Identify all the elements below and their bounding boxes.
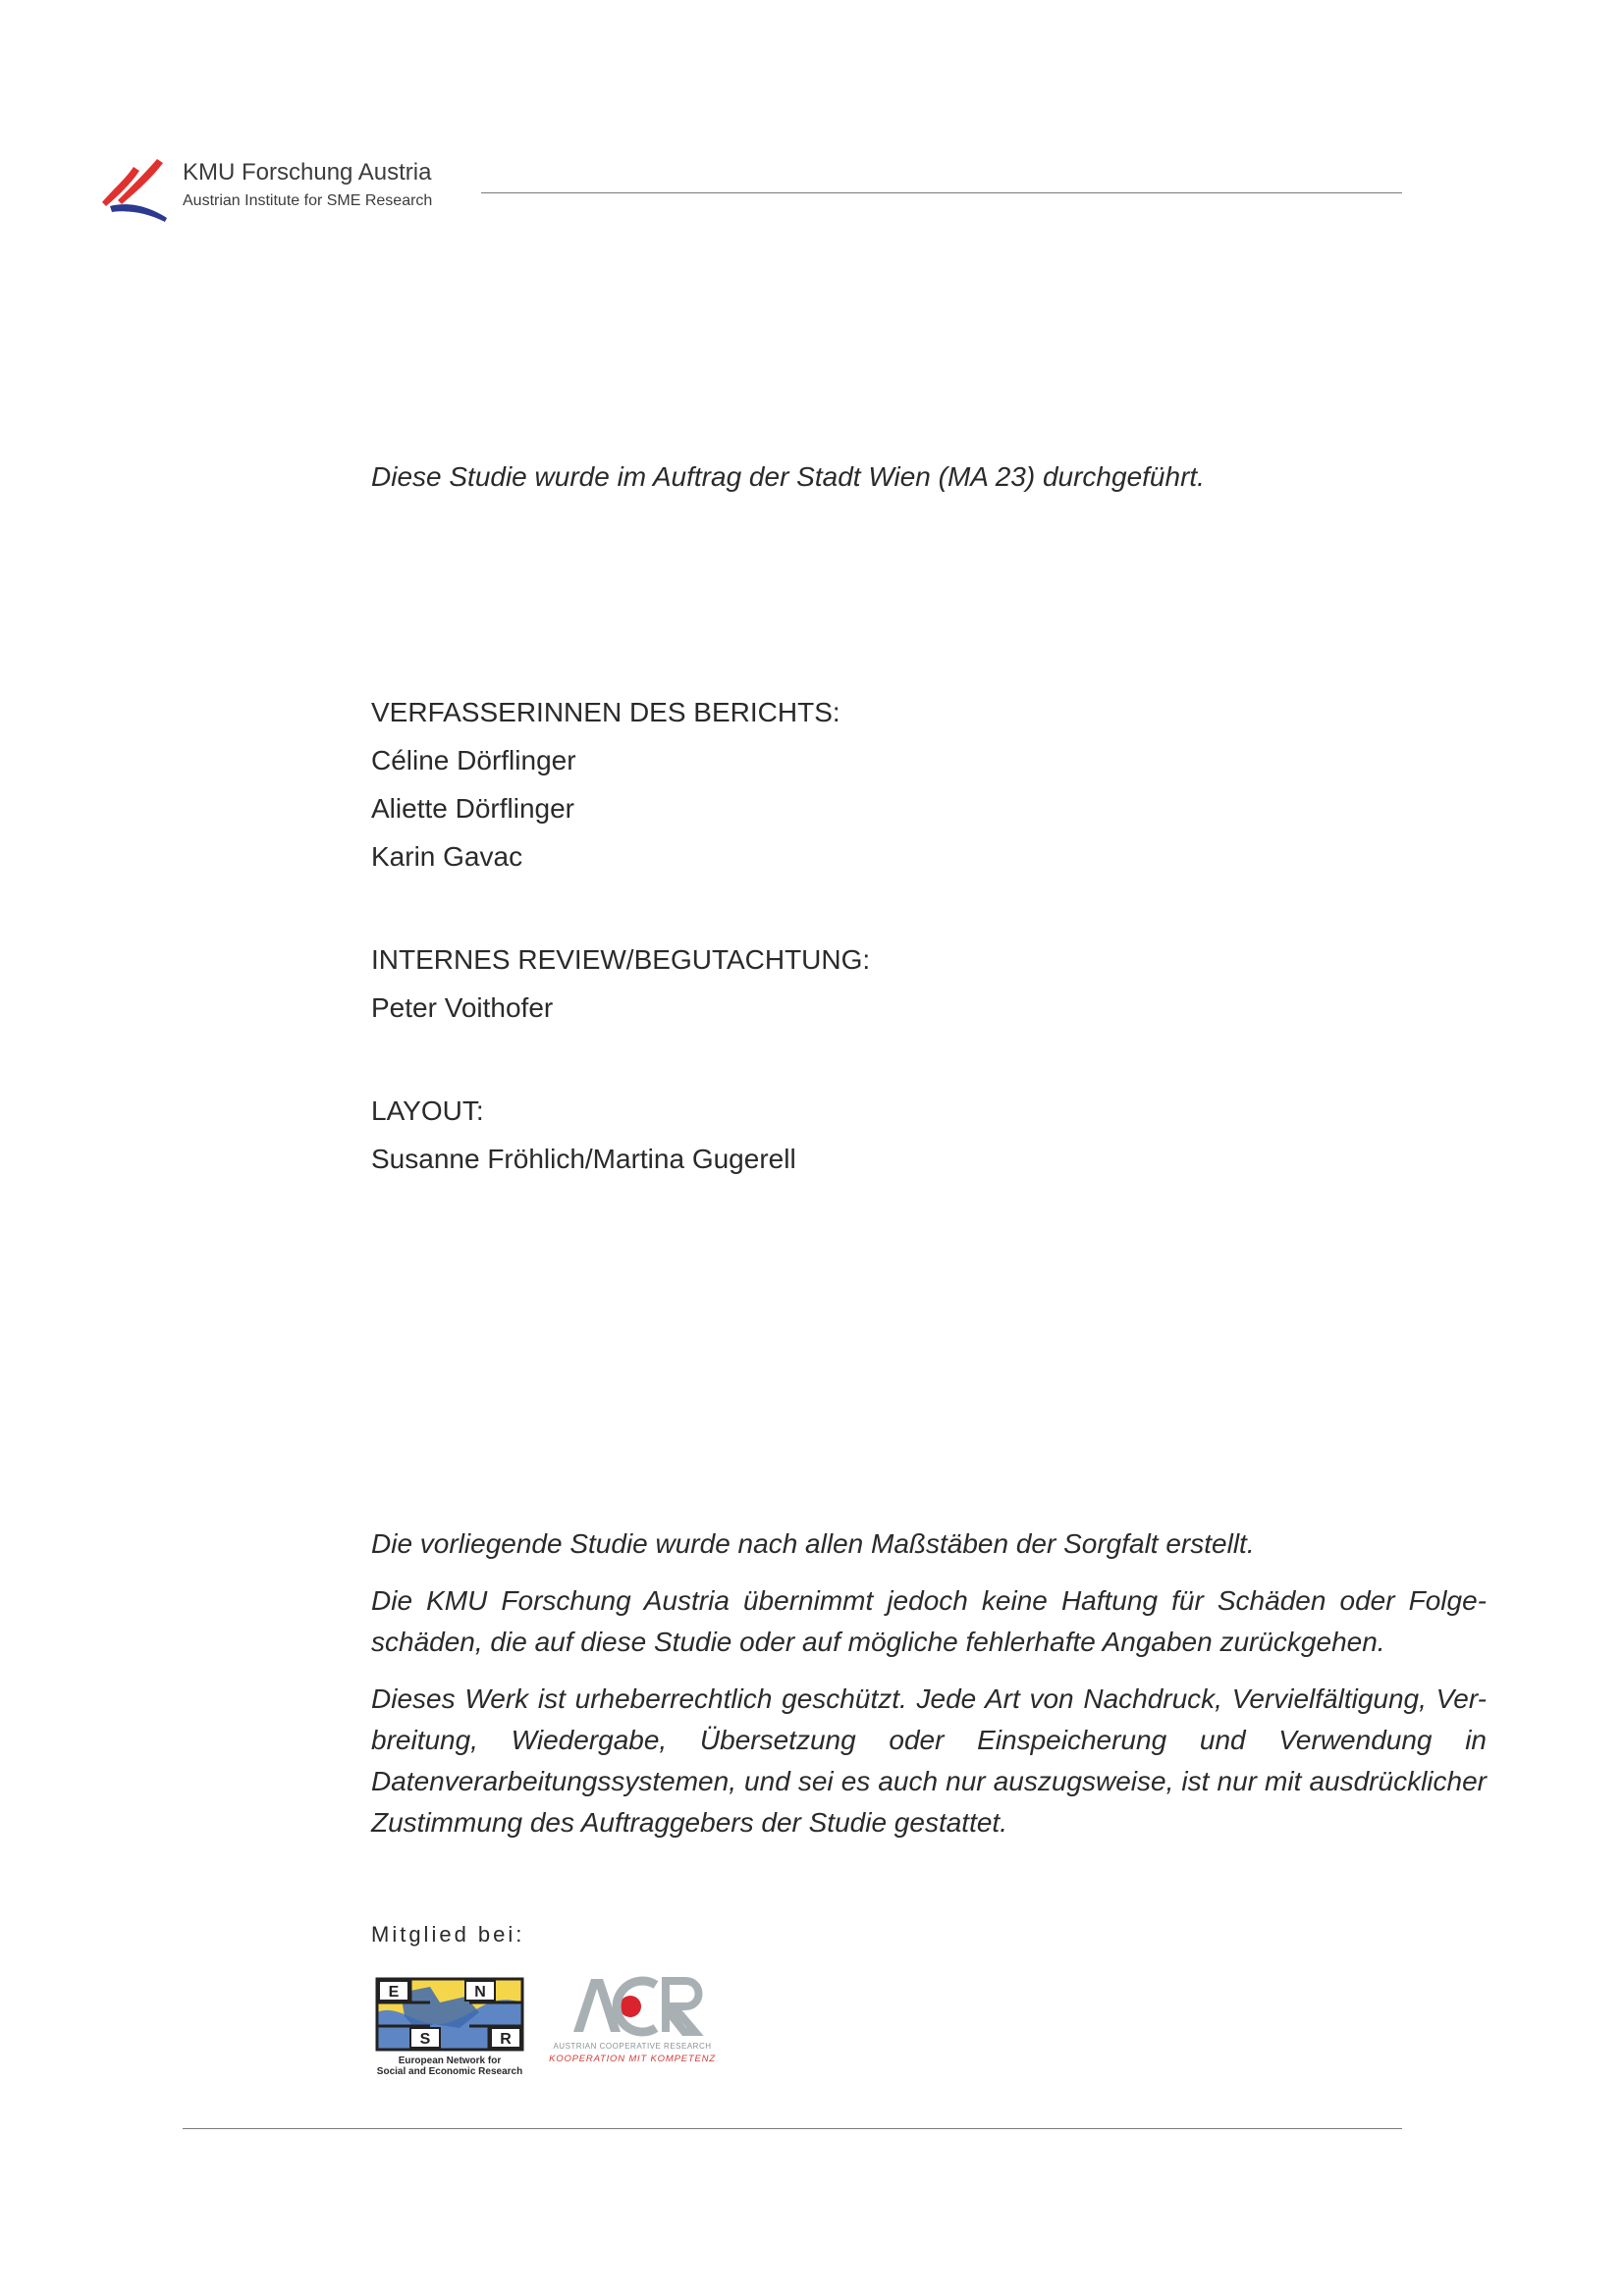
footer-divider — [183, 2128, 1402, 2129]
ensr-caption-line: Social and Economic Research — [376, 2066, 523, 2077]
membership-label: Mitglied bei: — [371, 1922, 525, 1947]
ensr-caption — [365, 2056, 534, 2077]
layout-label: LAYOUT: — [371, 1095, 484, 1126]
header-divider — [481, 192, 1402, 193]
org-subtitle: Austrian Institute for SME Research — [183, 192, 433, 209]
disclaimer-paragraph: Die KMU Forschung Austria übernimmt jedoch keine Haftung für Schäden oder Folge-schäden, die auf diese Studie oder auf mögliche fehlerhafte Angaben zurückgehen. — [371, 1585, 1487, 1657]
disclaimer-paragraph: Die vorliegende Studie wurde nach allen Maßstäben der Sorgfalt erstellt. — [371, 1528, 1255, 1559]
ensr-letter-r: R — [500, 2031, 512, 2048]
acr-tagline-2: KOOPERATION MIT KOMPETENZ — [549, 2054, 716, 2064]
ensr-letter-n: N — [474, 1984, 486, 2001]
acr-red-dot — [620, 1996, 641, 2017]
disclaimer-paragraph: Dieses Werk ist urheberrechtlich geschützt. Jede Art von Nachdruck, Vervielfältigung, Ver-breitung, Wiedergabe, Übersetzung oder Einspeicherung und Verwendung in Datenverarbeitungssystemen, und sei es auch nur auszugsweise, ist nur mit ausdrücklicher Zustimmung des Auftraggebers der Studie gestattet. — [371, 1683, 1487, 1838]
review-label: INTERNES REVIEW/BEGUTACHTUNG: — [371, 944, 871, 975]
org-logo — [96, 149, 469, 222]
commission-note: Diese Studie wurde im Auftrag der Stadt Wien (MA 23) durchgeführt. — [371, 461, 1205, 492]
authors-label: VERFASSERINNEN DES BERICHTS: — [371, 697, 840, 727]
ensr-letter-e: E — [388, 1984, 400, 2001]
ensr-letter-s: S — [419, 2031, 431, 2048]
kmu-logo-mark-icon — [96, 149, 175, 222]
layout-credit-name: Susanne Fröhlich/Martina Gugerell — [371, 1144, 796, 1174]
logo-swoosh-blue — [110, 204, 167, 222]
author-name: Aliette Dörflinger — [371, 793, 574, 824]
author-name: Céline Dörflinger — [371, 745, 576, 775]
acr-letter-r — [666, 1981, 699, 2032]
reviewer-name: Peter Voithofer — [371, 992, 554, 1023]
org-name: KMU Forschung Austria — [183, 159, 432, 186]
acr-tagline-1: AUSTRIAN COOPERATIVE RESEARCH — [553, 2042, 712, 2051]
author-name: Karin Gavac — [371, 841, 523, 872]
ensr-caption-line: European Network for — [398, 2056, 502, 2066]
